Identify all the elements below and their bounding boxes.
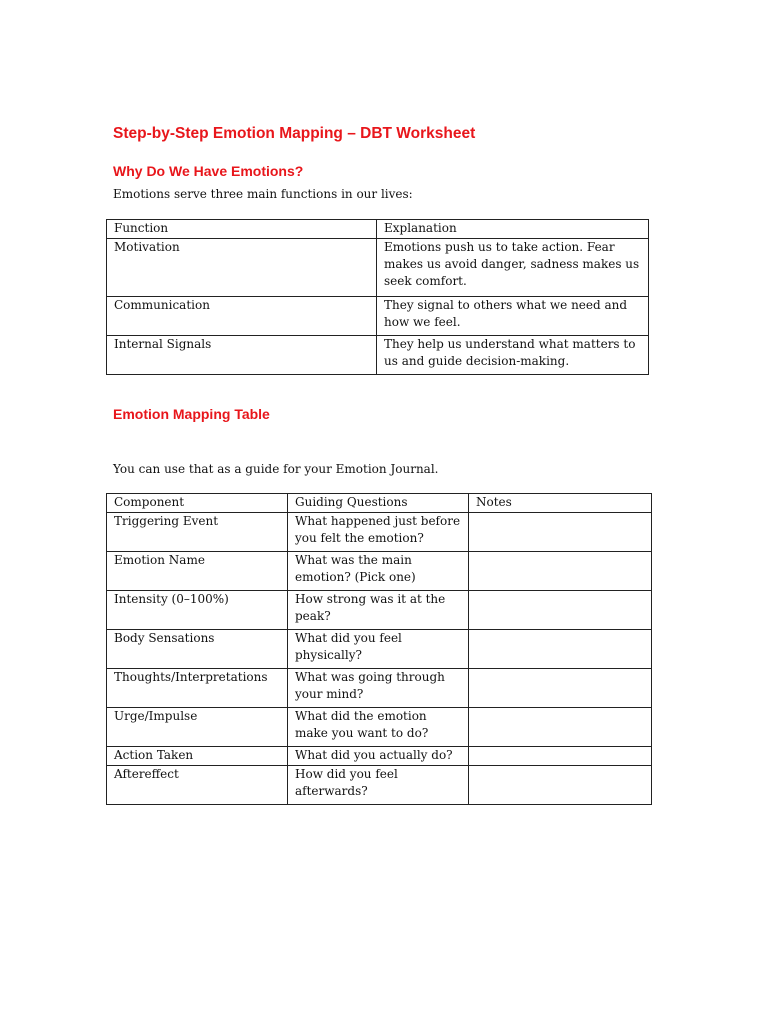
component-cell: Urge/Impulse: [107, 708, 288, 747]
table-row: [107, 336, 649, 375]
component-cell: Intensity (0–100%): [107, 591, 288, 630]
table-header-row: [107, 220, 649, 239]
section-heading-mapping-table: Emotion Mapping Table: [113, 406, 270, 422]
question-cell: What did you feel physically?: [288, 630, 469, 669]
section-intro-text: Emotions serve three main functions in our lives:: [113, 187, 413, 201]
notes-cell[interactable]: [469, 552, 652, 591]
notes-cell[interactable]: [469, 630, 652, 669]
page-title: Step-by-Step Emotion Mapping – DBT Worksheet: [113, 125, 476, 142]
table-row: [107, 766, 652, 805]
table-row: [107, 297, 649, 336]
table-row: [107, 708, 652, 747]
notes-cell[interactable]: [469, 708, 652, 747]
column-header-function: Function: [107, 220, 377, 239]
function-cell: Communication: [107, 297, 377, 336]
table-header-row: [107, 494, 652, 513]
table-row: [107, 552, 652, 591]
question-cell: What did you actually do?: [288, 747, 469, 766]
component-cell: Thoughts/Interpretations: [107, 669, 288, 708]
component-cell: Body Sensations: [107, 630, 288, 669]
table-row: [107, 747, 652, 766]
notes-cell[interactable]: [469, 766, 652, 805]
notes-cell[interactable]: [469, 591, 652, 630]
table-row: [107, 669, 652, 708]
question-cell: What happened just before you felt the emotion?: [288, 513, 469, 552]
component-cell: Action Taken: [107, 747, 288, 766]
question-cell: How did you feel afterwards?: [288, 766, 469, 805]
table-row: [107, 513, 652, 552]
section-guide-text: You can use that as a guide for your Emotion Journal.: [113, 462, 439, 476]
function-cell: Internal Signals: [107, 336, 377, 375]
column-header-notes: Notes: [469, 494, 652, 513]
column-header-explanation: Explanation: [377, 220, 649, 239]
question-cell: What was going through your mind?: [288, 669, 469, 708]
component-cell: Emotion Name: [107, 552, 288, 591]
column-header-guiding-questions: Guiding Questions: [288, 494, 469, 513]
table-row: [107, 630, 652, 669]
explanation-cell: Emotions push us to take action. Fear makes us avoid danger, sadness makes us seek comfort.: [377, 239, 649, 297]
functions-table: [106, 219, 649, 375]
explanation-cell: They signal to others what we need and how we feel.: [377, 297, 649, 336]
explanation-cell: They help us understand what matters to us and guide decision-making.: [377, 336, 649, 375]
component-cell: Triggering Event: [107, 513, 288, 552]
notes-cell[interactable]: [469, 669, 652, 708]
table-row: [107, 239, 649, 297]
component-cell: Aftereffect: [107, 766, 288, 805]
table-row: [107, 591, 652, 630]
question-cell: How strong was it at the peak?: [288, 591, 469, 630]
section-heading-why-emotions: Why Do We Have Emotions?: [113, 163, 304, 179]
question-cell: What was the main emotion? (Pick one): [288, 552, 469, 591]
column-header-component: Component: [107, 494, 288, 513]
notes-cell[interactable]: [469, 747, 652, 766]
question-cell: What did the emotion make you want to do?: [288, 708, 469, 747]
emotion-mapping-table: [106, 493, 652, 805]
notes-cell[interactable]: [469, 513, 652, 552]
function-cell: Motivation: [107, 239, 377, 297]
